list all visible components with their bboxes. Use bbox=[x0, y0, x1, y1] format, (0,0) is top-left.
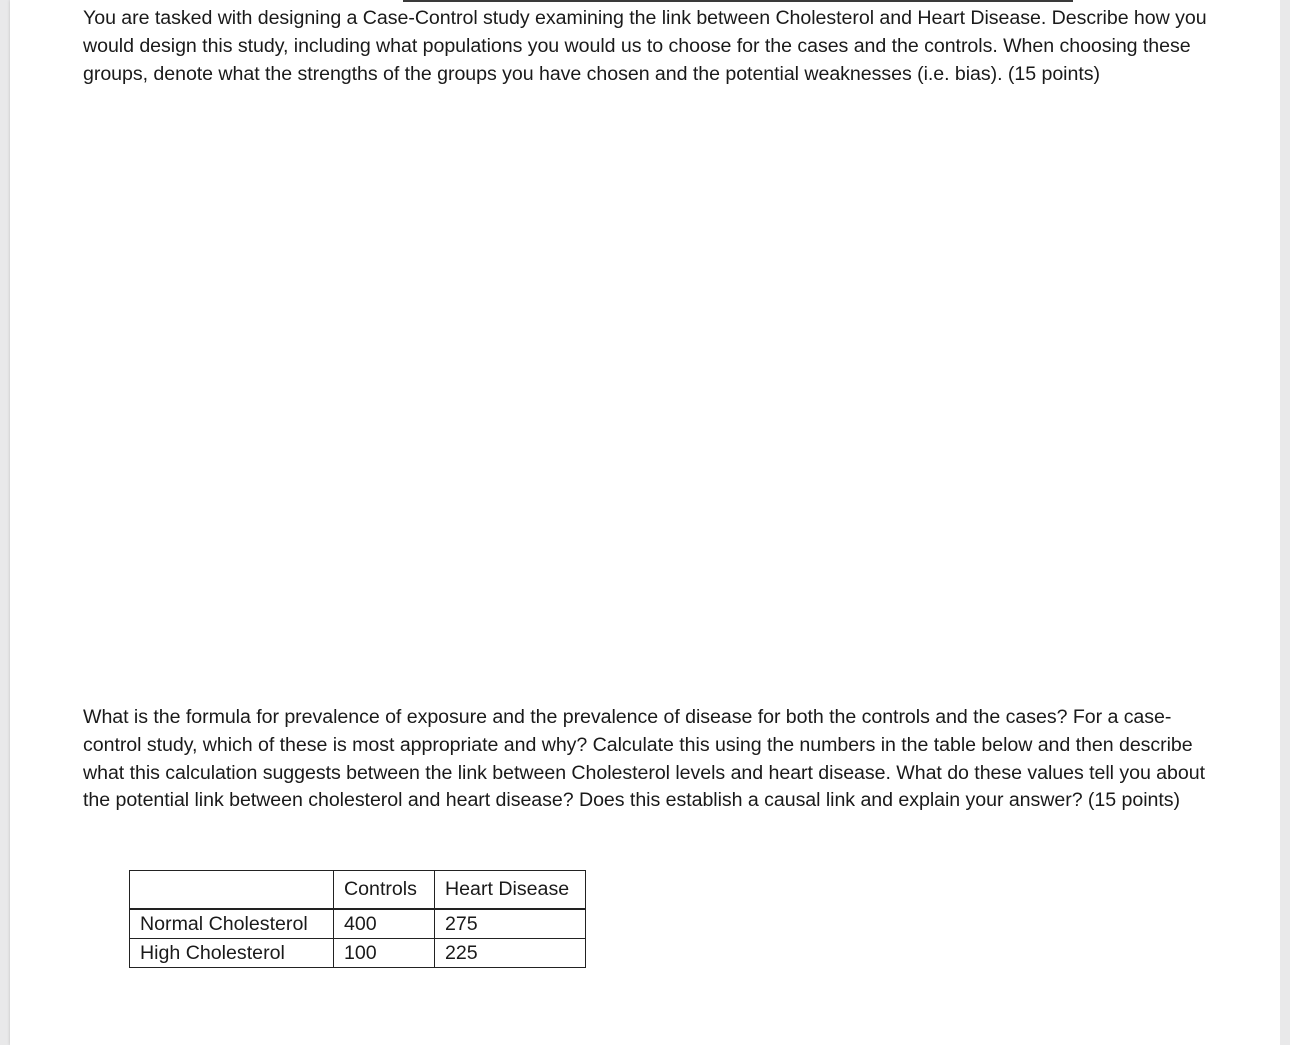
table-header-row bbox=[130, 871, 586, 910]
question-case-control-design: You are tasked with designing a Case-Control study examining the link between Cholesterol and Heart Disease. Describe how you would design this study, including what populations you would us to choose for the cases and the controls. When choosing these groups, denote what the strengths of the groups you have chosen and the potential weaknesses (i.e. bias). (15 points) bbox=[83, 7, 1207, 85]
cell-high-heart-disease: 225 bbox=[435, 939, 586, 968]
question-prevalence-formula: What is the formula for prevalence of exposure and the prevalence of disease for both the controls and the cases? For a case-control study, which of these is most appropriate and why? Calculate this using the numbers in the table below and then describe what this calculation suggests between the link between Cholesterol levels and heart disease. What do these values tell you about the potential link between cholesterol and heart disease? Does this establish a causal link and explain your answer? (15 points) bbox=[83, 706, 1205, 812]
table-row bbox=[130, 939, 586, 968]
table-row bbox=[130, 909, 586, 939]
cholesterol-table bbox=[129, 870, 586, 968]
cell-normal-controls: 400 bbox=[334, 909, 435, 939]
row-label-high-cholesterol: High Cholesterol bbox=[130, 939, 334, 968]
page-gutter bbox=[1280, 0, 1290, 1045]
row-label-normal-cholesterol: Normal Cholesterol bbox=[130, 909, 334, 939]
table-header-cell bbox=[130, 871, 334, 910]
document-page bbox=[10, 0, 1280, 1045]
table-header-heart-disease: Heart Disease bbox=[435, 871, 586, 910]
cell-high-controls: 100 bbox=[334, 939, 435, 968]
cell-normal-heart-disease: 275 bbox=[435, 909, 586, 939]
answer-line bbox=[403, 0, 1073, 2]
table-header-controls: Controls bbox=[334, 871, 435, 910]
